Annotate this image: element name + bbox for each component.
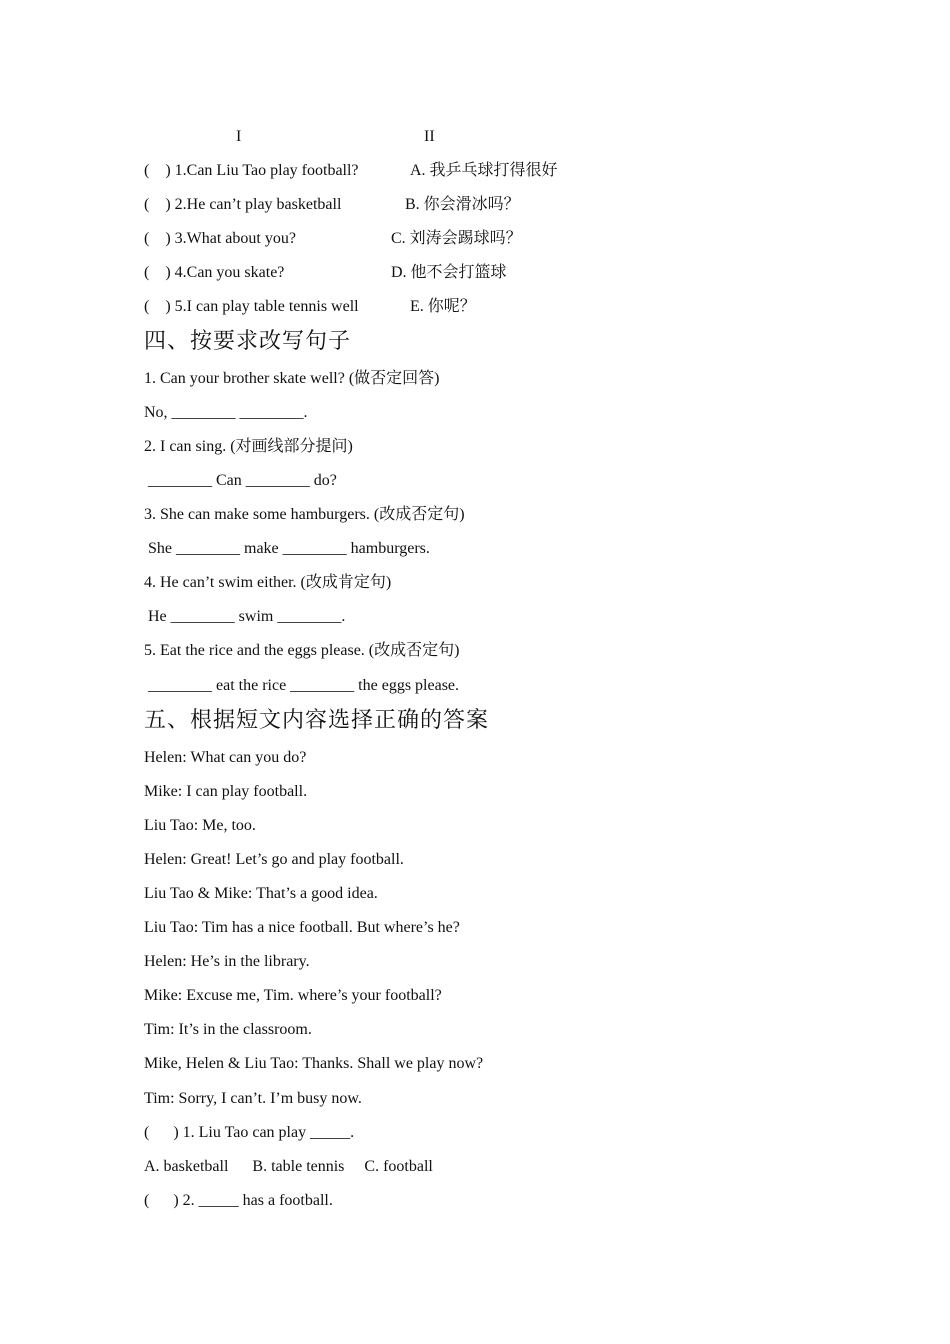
dialogue-line-8: Mike: Excuse me, Tim. where’s your football? xyxy=(144,987,442,1004)
question-2: ( ) 2. _____ has a football. xyxy=(144,1192,333,1209)
dialogue-line-3: Liu Tao: Me, too. xyxy=(144,817,256,834)
matching-question-3: ( ) 3.What about you? xyxy=(144,230,296,247)
question-1-options: A. basketball B. table tennis C. football xyxy=(144,1158,433,1175)
matching-answer-c: C. 刘涛会踢球吗？ xyxy=(391,230,522,247)
dialogue-line-4: Helen: Great! Let’s go and play football. xyxy=(144,851,404,868)
rewrite-answer-5: ________ eat the rice ________ the eggs please. xyxy=(144,677,460,694)
matching-question-4: ( ) 4.Can you skate? xyxy=(144,264,285,281)
rewrite-item-3: 3. She can make some hamburgers. (改成否定句) xyxy=(144,506,465,523)
dialogue-line-6: Liu Tao: Tim has a nice football. But where’s he? xyxy=(144,919,460,936)
rewrite-answer-4: He ________ swim ________. xyxy=(144,608,346,625)
column-header-ii: II xyxy=(424,128,435,145)
matching-answer-b: B. 你会滑冰吗？ xyxy=(405,196,520,213)
dialogue-line-1: Helen: What can you do? xyxy=(144,749,307,766)
matching-question-1: ( ) 1.Can Liu Tao play football? xyxy=(144,162,359,179)
dialogue-line-10: Mike, Helen & Liu Tao: Thanks. Shall we play now? xyxy=(144,1055,484,1072)
rewrite-answer-2: ________ Can ________ do? xyxy=(144,472,337,489)
matching-answer-a: A. 我乒乓球打得很好 xyxy=(410,162,558,179)
dialogue-line-5: Liu Tao & Mike: That’s a good idea. xyxy=(144,885,378,902)
dialogue-line-11: Tim: Sorry, I can’t. I’m busy now. xyxy=(144,1090,362,1107)
matching-answer-e: E. 你呢？ xyxy=(410,298,476,315)
rewrite-item-1: 1. Can your brother skate well? (做否定回答) xyxy=(144,370,440,387)
dialogue-line-7: Helen: He’s in the library. xyxy=(144,953,310,970)
rewrite-item-5: 5. Eat the rice and the eggs please. (改成否定句) xyxy=(144,642,460,659)
dialogue-line-9: Tim: It’s in the classroom. xyxy=(144,1021,312,1038)
section-5-heading: 五、根据短文内容选择正确的答案 xyxy=(144,707,490,732)
rewrite-answer-3: She ________ make ________ hamburgers. xyxy=(144,540,430,557)
column-header-i: I xyxy=(236,128,242,145)
rewrite-item-2: 2. I can sing. (对画线部分提问) xyxy=(144,438,353,455)
question-1: ( ) 1. Liu Tao can play _____. xyxy=(144,1124,355,1141)
section-4-heading: 四、按要求改写句子 xyxy=(144,328,352,353)
matching-question-5: ( ) 5.I can play table tennis well xyxy=(144,298,359,315)
rewrite-item-4: 4. He can’t swim either. (改成肯定句) xyxy=(144,574,392,591)
rewrite-answer-1: No, ________ ________. xyxy=(144,404,308,421)
dialogue-line-2: Mike: I can play football. xyxy=(144,783,308,800)
matching-question-2: ( ) 2.He can’t play basketball xyxy=(144,196,342,213)
matching-answer-d: D. 他不会打篮球 xyxy=(391,264,507,281)
